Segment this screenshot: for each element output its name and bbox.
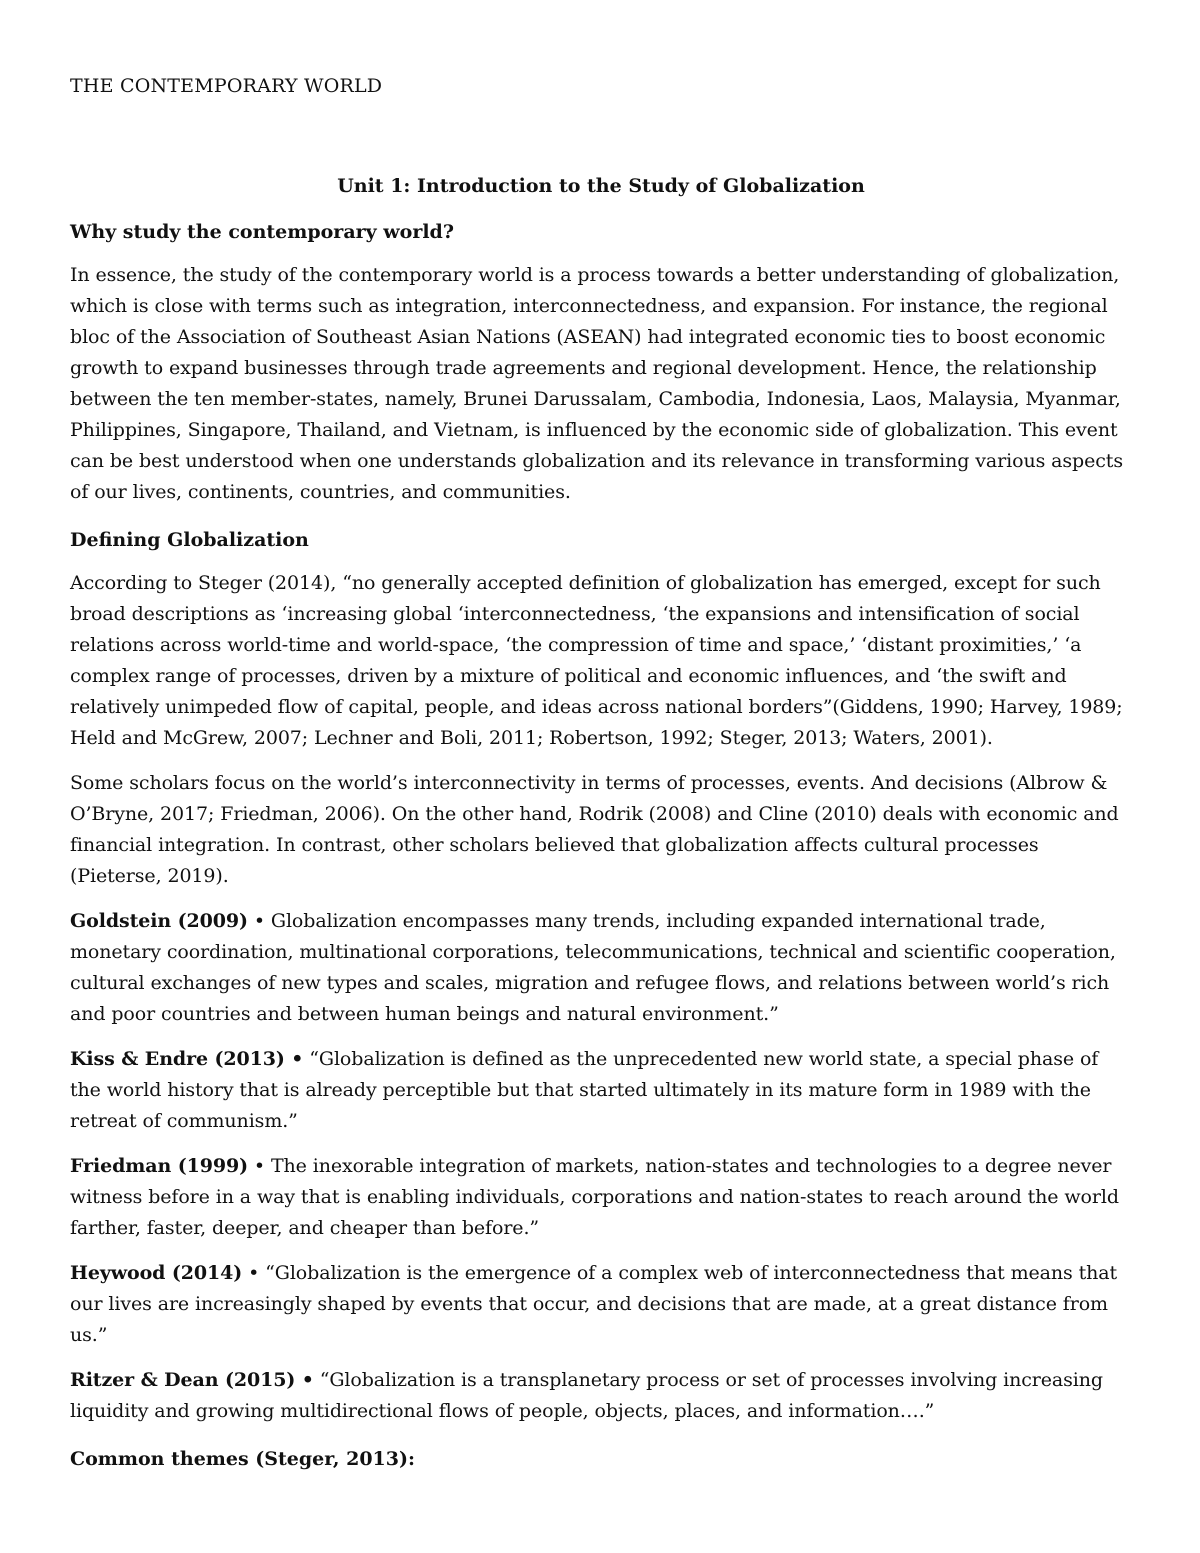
definition-goldstein: [70, 906, 1132, 1030]
paragraph-steger: According to Steger (2014), “no generally accepted definition of globalization has emerged, except for such broad descriptions as ‘increasing global ‘interconnectedness, ‘the expansions and intensification of social relations across world-time and world-space, ‘the compression of time and space,’ ‘distant proximities,’ ‘a complex range of processes, driven by a mixture of political and economic influences, and ‘the swift and relatively unimpeded flow of capital, people, and ideas across national borders”(Giddens, 1990; Harvey, 1989; Held and McGrew, 2007; Lechner and Boli, 2011; Robertson, 1992; Steger, 2013; Waters, 2001).: [70, 572, 1123, 749]
definition-text: • “Globalization is the emergence of a complex web of interconnectedness that means that our lives are increasingly shaped by events that occur, and decisions that are made, at a great distance from us.”: [70, 1262, 1118, 1346]
definition-author: Friedman (1999): [70, 1155, 248, 1177]
section-heading-why: Why study the contemporary world?: [70, 221, 454, 243]
definition-author: Ritzer & Dean (2015) •: [70, 1369, 314, 1391]
definition-author: Goldstein (2009): [70, 910, 248, 932]
document-title: THE CONTEMPORARY WORLD: [70, 75, 383, 97]
paragraph-essence: In essence, the study of the contemporary world is a process towards a better understanding of globalization, which is close with terms such as integration, interconnectedness, and expansion. For instance, the regional bloc of the Association of Southeast Asian Nations (ASEAN) had integrated economic ties to boost economic growth to expand businesses through trade agreements and regional development. Hence, the relationship between the ten member-states, namely, Brunei Darussalam, Cambodia, Indonesia, Laos, Malaysia, Myanmar, Philippines, Singapore, Thailand, and Vietnam, is influenced by the economic side of globalization. This event can be best understood when one understands globalization and its relevance in transforming various aspects of our lives, continents, countries, and communities.: [70, 264, 1123, 503]
paragraph-scholars: Some scholars focus on the world’s interconnectivity in terms of processes, events. And decisions (Albrow & O’Bryne, 2017; Friedman, 2006). On the other hand, Rodrik (2008) and Cline (2010) deals with economic and financial integration. In contrast, other scholars believed that globalization affects cultural processes (Pieterse, 2019).: [70, 772, 1119, 887]
section-heading-common-themes: Common themes (Steger, 2013):: [70, 1448, 415, 1470]
document-page: [70, 72, 1132, 1473]
unit-title: Unit 1: Introduction to the Study of Globalization: [337, 175, 865, 197]
section-heading-defining: Defining Globalization: [70, 529, 309, 551]
definition-ritzer-dean: [70, 1365, 1132, 1427]
definition-text: “Globalization is defined as the unprecedented new world state, a special phase of the world history that is already perceptible but that started ultimately in its mature form in 1989 with the retreat of communism.”: [70, 1048, 1099, 1132]
definition-heywood: [70, 1258, 1132, 1351]
definition-text: • Globalization encompasses many trends, including expanded international trade, monetary coordination, multinational corporations, telecommunications, technical and scientific cooperation, cultural exchanges of new types and scales, migration and refugee flows, and relations between world’s rich and poor countries and between human beings and natural environment.”: [70, 910, 1116, 1025]
definition-friedman: [70, 1151, 1132, 1244]
definition-author: Heywood (2014): [70, 1262, 243, 1284]
definition-text: “Globalization is a transplanetary process or set of processes involving increasing liquidity and growing multidirectional flows of people, objects, places, and information….”: [70, 1369, 1103, 1422]
definition-text: • The inexorable integration of markets, nation-states and technologies to a degree never witness before in a way that is enabling individuals, corporations and nation-states to reach around the world farther, faster, deeper, and cheaper than before.”: [70, 1155, 1119, 1239]
definition-author: Kiss & Endre (2013) •: [70, 1048, 304, 1070]
definition-kiss-endre: [70, 1044, 1132, 1137]
